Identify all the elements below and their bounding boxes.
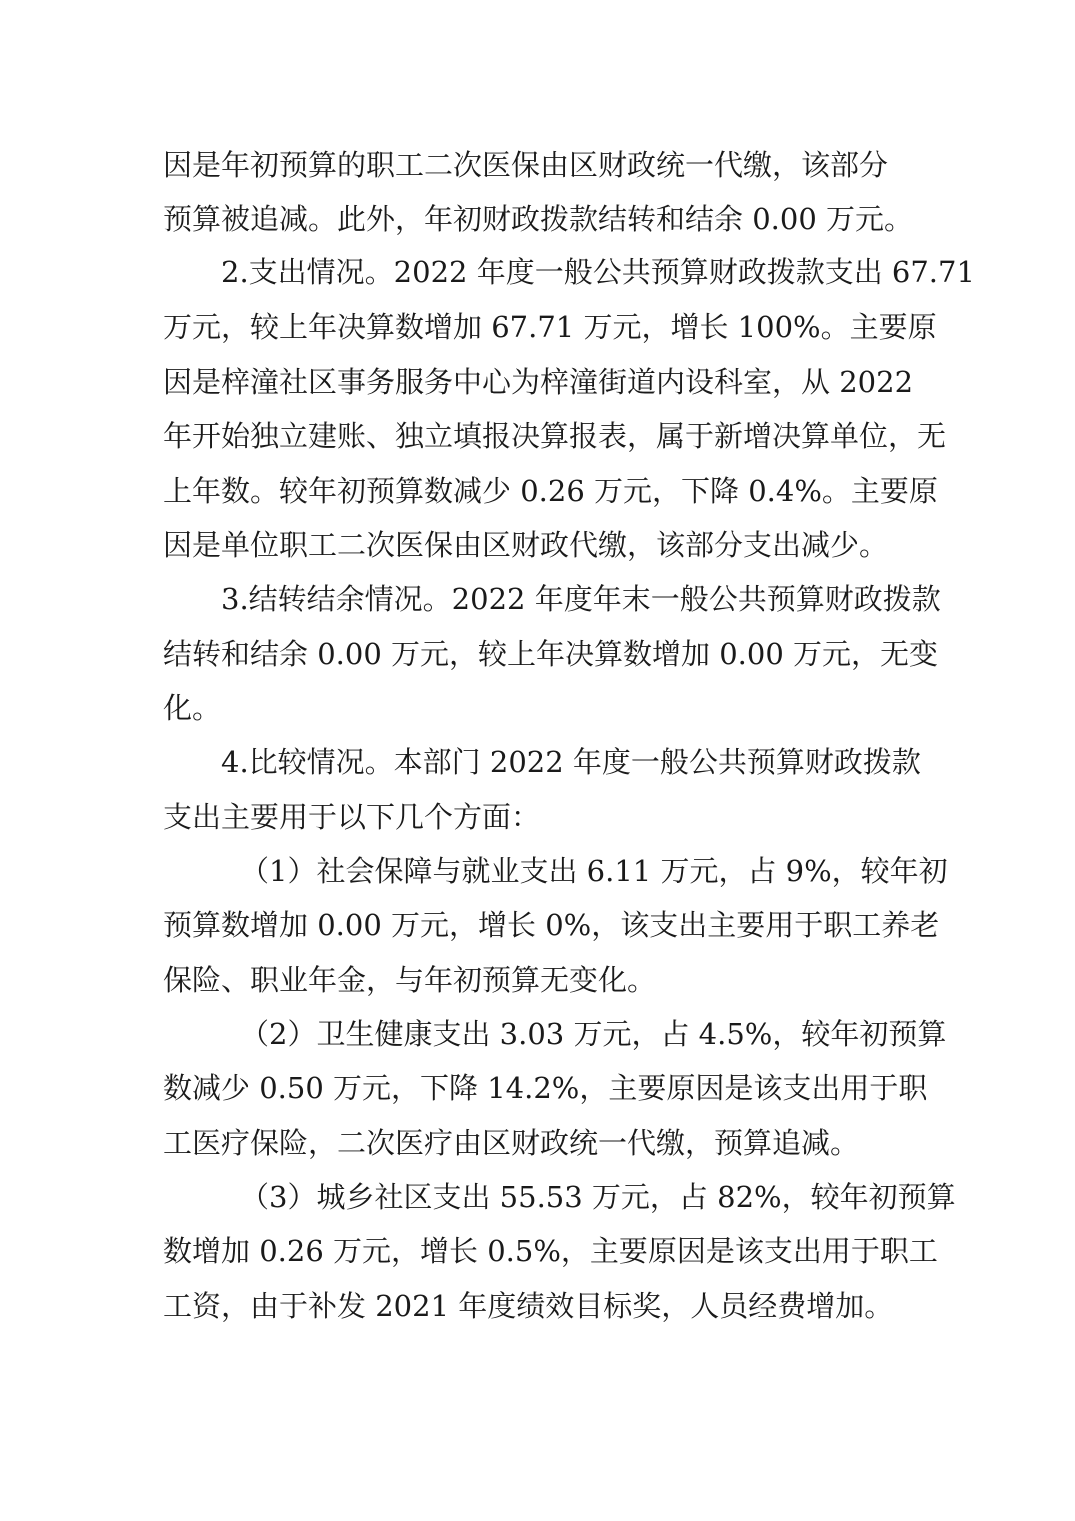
section-heading-comparison: 4.比较情况。本部门 2022 年度一般公共预算财政拨款	[221, 745, 921, 779]
body-text-line: 结转和结余 0.00 万元，较上年决算数增加 0.00 万元，无变	[163, 637, 939, 671]
list-item-social-security: （1）社会保障与就业支出 6.11 万元，占 9%，较年初	[240, 854, 948, 888]
body-text-line: 万元，较上年决算数增加 67.71 万元，增长 100%。主要原	[163, 310, 937, 344]
section-heading-expenditure: 2.支出情况。2022 年度一般公共预算财政拨款支出 67.71	[221, 255, 975, 289]
body-text-line: 工医疗保险，二次医疗由区财政统一代缴，预算追减。	[163, 1126, 860, 1160]
body-text-line: 因是梓潼社区事务服务中心为梓潼街道内设科室，从 2022	[163, 365, 914, 399]
list-item-health: （2）卫生健康支出 3.03 万元，占 4.5%，较年初预算	[240, 1017, 947, 1051]
body-text-line: 数增加 0.26 万元，增长 0.5%，主要原因是该支出用于职工	[163, 1234, 938, 1268]
body-text-line: 保险、职业年金，与年初预算无变化。	[163, 963, 657, 997]
body-text-line: 因是单位职工二次医保由区财政代缴，该部分支出减少。	[163, 528, 889, 562]
body-text-line: 上年数。较年初预算数减少 0.26 万元，下降 0.4%。主要原	[163, 474, 938, 508]
list-item-urban-rural: （3）城乡社区支出 55.53 万元，占 82%，较年初预算	[240, 1180, 956, 1214]
body-text-line: 支出主要用于以下几个方面：	[163, 800, 541, 834]
section-heading-carryover: 3.结转结余情况。2022 年度年末一般公共预算财政拨款	[221, 582, 941, 616]
body-text-line: 因是年初预算的职工二次医保由区财政统一代缴，该部分	[163, 148, 889, 182]
body-text-line: 预算数增加 0.00 万元，增长 0%，该支出主要用于职工养老	[163, 908, 940, 942]
body-text-line: 数减少 0.50 万元，下降 14.2%，主要原因是该支出用于职	[163, 1071, 928, 1105]
body-text-line: 预算被追减。此外，年初财政拨款结转和结余 0.00 万元。	[163, 202, 914, 236]
body-text-line: 工资，由于补发 2021 年度绩效目标奖，人员经费增加。	[163, 1289, 894, 1323]
body-text-line: 年开始独立建账、独立填报决算报表，属于新增决算单位，无	[163, 419, 947, 453]
body-text-line: 化。	[163, 691, 222, 725]
